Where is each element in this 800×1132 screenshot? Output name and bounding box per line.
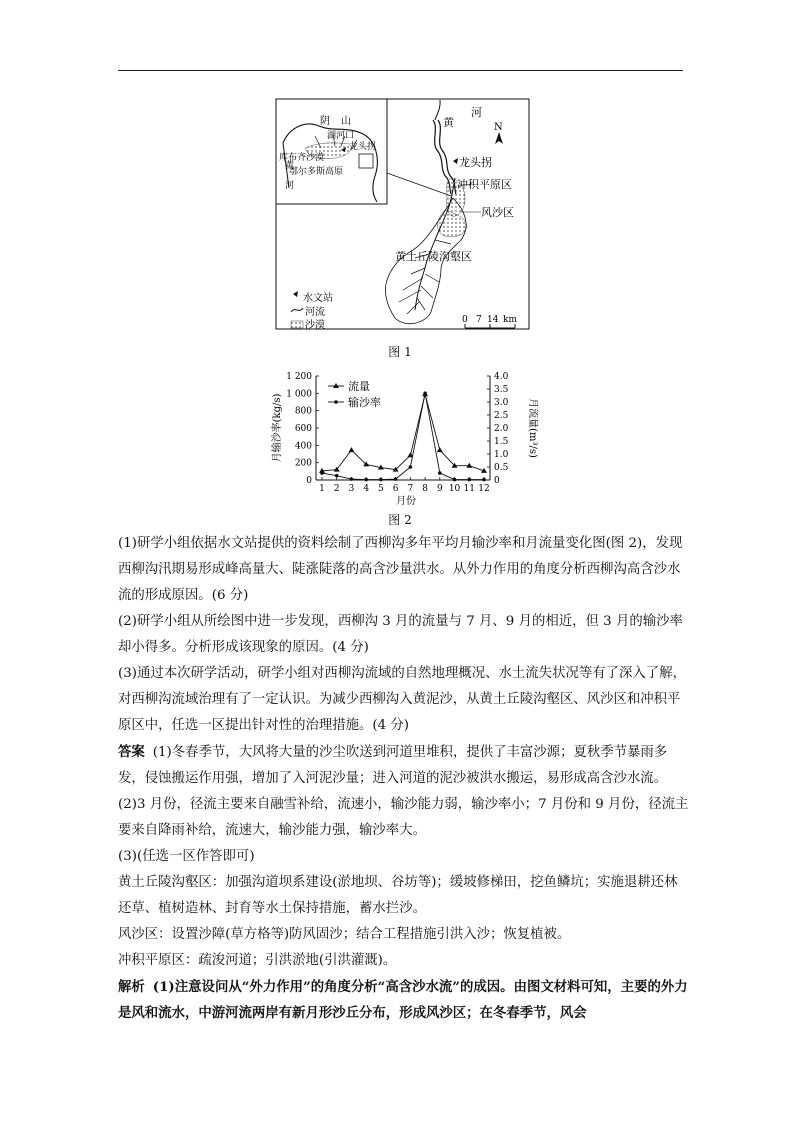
series-2-point — [350, 477, 354, 481]
right-tick-label: 0.5 — [494, 463, 509, 473]
series-2-point — [409, 465, 413, 469]
main-label-chongji: 冲积平原区 — [457, 178, 512, 191]
figure1-caption: 图 1 — [388, 345, 412, 359]
series-2-point — [438, 471, 442, 475]
figure2-chart — [268, 368, 538, 510]
inset-label-shan: 山 — [341, 116, 351, 127]
series-2-point — [379, 478, 383, 482]
left-tick-label: 600 — [294, 424, 312, 434]
y-axis-right-label: 月流量(m³/s) — [527, 398, 538, 458]
x-tick-label: 9 — [436, 484, 443, 494]
right-tick-label: 3.0 — [494, 398, 509, 408]
north-arrow-icon — [495, 132, 503, 144]
question-1: (1)研学小组依据水文站提供的资料绘制了西柳沟多年平均月输沙率和月流量变化图(图 2)，发现西柳沟汛期易形成峰高量大、陡涨陡落的高含沙量洪水。从外力作用的角度分析西柳沟高含沙水流的形成原因。(6 分) — [118, 536, 683, 603]
north-label: N — [494, 122, 503, 133]
x-tick-label: 11 — [463, 484, 475, 494]
inset-label-hukou: 湖河口 — [327, 131, 355, 141]
figure2-caption: 图 2 — [388, 513, 412, 527]
x-axis-label: 月份 — [396, 496, 416, 507]
series-line-2 — [322, 393, 484, 479]
x-tick-label: 1 — [319, 484, 325, 494]
legend-river: 河流 — [305, 307, 325, 318]
series-1-point — [437, 447, 443, 452]
figure1-map — [275, 98, 530, 340]
right-tick-label: 4.0 — [494, 372, 509, 382]
inset-label-yin: 阴 — [320, 116, 330, 127]
inset-connector — [387, 173, 451, 196]
right-tick-label: 0 — [494, 476, 500, 486]
top-rule — [118, 70, 683, 71]
inset-label-ordos: 鄂尔多斯高原 — [289, 167, 344, 177]
right-tick-label: 1.0 — [494, 450, 509, 460]
question-3: (3)通过本次研学活动，研学小组对西柳沟流域的自然地理概况、水土流失状况等有了深入了解，对西柳沟流域治理有了一定认识。为减少西柳沟入黄泥沙，从黄土丘陵沟壑区、风沙区和冲积平原区中，任选一区提出针对性的治理措施。(4 分) — [118, 666, 686, 733]
left-tick-label: 0 — [306, 476, 312, 486]
analysis-label: 解析 — [118, 979, 145, 995]
inset-label-he: 河 — [285, 181, 295, 191]
main-label-fengsha: 风沙区 — [481, 206, 514, 219]
scale-0: 0 — [462, 315, 468, 325]
series-2-point — [335, 474, 339, 478]
answer-3-head: (3)(任选一区作答即可) — [118, 849, 255, 864]
series-2-point — [320, 471, 324, 475]
legend-label-1: 流量 — [348, 380, 370, 393]
x-tick-label: 8 — [422, 484, 428, 494]
right-tick-label: 2.5 — [494, 411, 509, 421]
series-2-point — [364, 478, 368, 482]
x-tick-label: 12 — [478, 484, 490, 494]
analysis — [118, 974, 690, 1026]
series-2-point — [482, 478, 486, 482]
legend-desert: 沙漠 — [305, 320, 325, 331]
y-axis-left-label: 月输沙率(kg/s) — [272, 393, 283, 463]
inset-label-kubuqi: 库布齐沙漠 — [279, 153, 325, 163]
right-tick-label: 3.5 — [494, 385, 509, 395]
hydrologic-station-icon — [453, 158, 458, 164]
legend-marker-1 — [333, 383, 339, 388]
legend-desert-icon — [291, 321, 303, 328]
series-2-point — [394, 477, 398, 481]
legend-station: 水文站 — [303, 293, 333, 304]
answer-1-text: (1)冬春季节，大风将大量的沙尘吹送到河道里堆积，提供了丰富沙源；夏秋季节暴雨多发，侵蚀搬运作用强，增加了入河泥沙量；进入河道的泥沙被洪水搬运，易形成高含沙水流。 — [118, 745, 668, 786]
scale-7: 7 — [476, 315, 482, 325]
left-tick-label: 1 200 — [286, 372, 312, 382]
right-tick-label: 2.0 — [494, 424, 509, 434]
left-tick-label: 1 000 — [286, 389, 312, 400]
scale-14: 14 — [487, 315, 499, 325]
right-tick-label: 1.5 — [494, 437, 509, 447]
left-tick-label: 400 — [294, 441, 312, 452]
legend-marker-2 — [334, 400, 338, 404]
series-2-point — [453, 478, 457, 482]
main-label-he: 河 — [471, 106, 482, 119]
series-1-point — [466, 463, 472, 468]
x-tick-label: 4 — [363, 484, 370, 494]
series-line-1 — [322, 394, 484, 471]
legend-station-icon — [293, 291, 298, 297]
x-tick-label: 2 — [333, 484, 340, 494]
answer-3-sand: 风沙区：设置沙障(草方格等)防风固沙；结合工程措施引洪入沙；恢复植被。 — [118, 927, 571, 942]
left-tick-label: 800 — [294, 406, 312, 417]
legend-river-icon — [291, 308, 303, 312]
scale-unit: km — [503, 315, 517, 325]
main-label-huang: 黄 — [443, 116, 454, 129]
analysis-text: (1)注意设问从“外力作用”的角度分析“高含沙水流”的成因。由图文材料可知，主要的外力是风和流水，中游河流两岸有新月形沙丘分布，形成风沙区；在冬春季节，风会 — [118, 979, 688, 1021]
x-tick-label: 3 — [348, 484, 355, 494]
answer-3-loess: 黄土丘陵沟壑区：加强沟道坝系建设(淤地坝、谷坊等)；缓坡修梯田，挖鱼鳞坑；实施退耕还林还草、植树造林、封育等水土保持措施，蓄水拦沙。 — [118, 875, 678, 916]
x-tick-label: 7 — [407, 484, 414, 494]
series-2-point — [467, 478, 471, 482]
question-text — [118, 531, 690, 1026]
series-1-point — [348, 447, 354, 452]
question-2: (2)研学小组从所绘图中进一步发现，西柳沟 3 月的流量与 7 月、9 月的相近，但 3 月的输沙率却小得多。分析形成该现象的原因。(4 分) — [118, 614, 683, 655]
answer-1 — [118, 739, 690, 792]
series-2-point — [423, 392, 427, 396]
answer-3-plain: 冲积平原区：疏浚河道；引洪淤地(引洪灌溉)。 — [118, 953, 397, 968]
answer-label: 答案 — [118, 744, 145, 760]
huanghe-upper — [435, 100, 440, 120]
left-tick-label: 200 — [294, 458, 312, 469]
inset-label-huang: 黄 — [285, 161, 295, 171]
x-tick-label: 6 — [392, 484, 399, 494]
answer-2: (2)3 月份，径流主要来自融雪补给，流速小，输沙能力弱，输沙率小；7 月份和 9 月份，径流主要来自降雨补给，流速大，输沙能力强，输沙率大。 — [118, 797, 689, 838]
x-tick-label: 10 — [448, 484, 461, 494]
inset-label-longtoukuai: 龙头拐 — [349, 142, 377, 152]
x-tick-label: 5 — [378, 484, 384, 494]
main-label-huangtu: 黄土丘陵沟壑区 — [395, 250, 472, 263]
main-label-longtoukuai: 龙头拐 — [459, 156, 492, 169]
legend-label-2: 输沙率 — [348, 396, 381, 409]
